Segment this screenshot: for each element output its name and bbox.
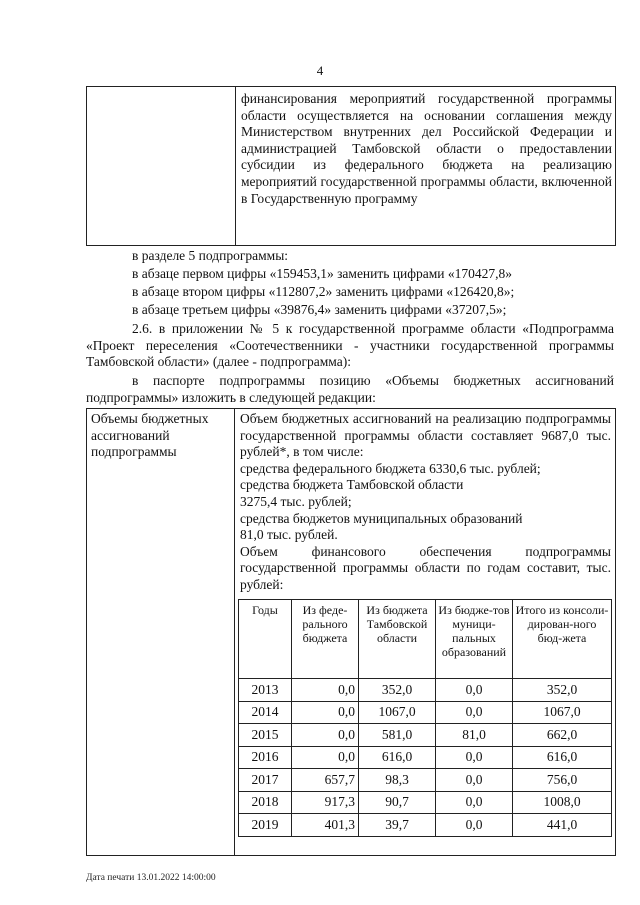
paragraph-section5: в разделе 5 подпрограммы: — [132, 248, 289, 263]
paragraph-passport: в паспорте подпрограммы позицию «Объемы бюджетных ассигнований подпрограммы» изложить в следующей редакции: — [86, 373, 614, 405]
table-row — [239, 724, 612, 747]
passport-federal-line: средства федерального бюджета 6330,6 тыс. рублей; — [240, 460, 541, 476]
cell-tambov: 39,7 — [359, 814, 436, 837]
page-number: 4 — [316, 63, 324, 78]
cell-tambov: 352,0 — [359, 679, 436, 702]
header-years: Годы — [239, 600, 292, 679]
cell-year: 2017 — [239, 769, 292, 792]
continuation-table-left-cell — [87, 87, 236, 245]
paragraph-first-abzac: в абзаце первом цифры «159453,1» заменить цифрами «170427,8» — [132, 266, 513, 281]
cell-total: 352,0 — [513, 679, 612, 702]
cell-total: 616,0 — [513, 746, 612, 769]
cell-federal: 0,0 — [292, 679, 359, 702]
print-date-footer: Дата печати 13.01.2022 14:00:00 — [86, 873, 216, 883]
cell-federal: 0,0 — [292, 746, 359, 769]
cell-municipal: 0,0 — [436, 791, 513, 814]
table-row — [239, 814, 612, 837]
cell-year: 2019 — [239, 814, 292, 837]
cell-federal: 401,3 — [292, 814, 359, 837]
cell-municipal: 0,0 — [436, 701, 513, 724]
cell-municipal: 0,0 — [436, 814, 513, 837]
header-federal: Из феде-ральноrо бюджета — [292, 600, 359, 679]
passport-left-cell: Объемы бюджетных ассигнований подпрограммы — [87, 409, 235, 855]
cell-total: 1067,0 — [513, 701, 612, 724]
cell-tambov: 90,7 — [359, 791, 436, 814]
passport-tambov-line: средства бюджета Тамбовской области — [240, 477, 464, 493]
header-municipal: Из бюдже-тов муници-пальных образований — [436, 600, 513, 679]
cell-tambov: 581,0 — [359, 724, 436, 747]
paragraph-second-abzac: в абзаце втором цифры «112807,2» заменить цифрами «126420,8»; — [132, 284, 515, 299]
cell-federal: 0,0 — [292, 724, 359, 747]
cell-municipal: 0,0 — [436, 679, 513, 702]
cell-total: 756,0 — [513, 769, 612, 792]
cell-municipal: 81,0 — [436, 724, 513, 747]
header-total: Итого из консоли-дирован-ного бюд-жета — [513, 600, 612, 679]
cell-year: 2015 — [239, 724, 292, 747]
cell-total: 441,0 — [513, 814, 612, 837]
cell-municipal: 0,0 — [436, 746, 513, 769]
continuation-table-right-cell: финансирования мероприятий государственной программы области осуществляется на основании соглашения между Министерством внутренних дел Российской Федерации и администрацией Тамбовской области о предоставлении субсидии из федерального бюджета на реализацию мероприятий государственной программы области, включенной в Государственную программу — [241, 91, 612, 206]
header-tambov: Из бюджета Тамбовской области — [359, 600, 436, 679]
cell-total: 662,0 — [513, 724, 612, 747]
cell-year: 2014 — [239, 701, 292, 724]
passport-intro: Объем бюджетных ассигнований на реализацию подпрограммы государственной программы области составляет 9687,0 тыс. рублей*, в том числе: — [240, 411, 611, 460]
cell-year: 2016 — [239, 746, 292, 769]
passport-tambov-amount: 3275,4 тыс. рублей; — [240, 493, 352, 509]
table-row — [239, 679, 612, 702]
table-row — [239, 791, 612, 814]
passport-years-intro: Объем финансового обеспечения подпрограммы государственной программы области по годам составит, тыс. рублей: — [240, 543, 611, 592]
cell-tambov: 616,0 — [359, 746, 436, 769]
passport-municipal-line: средства бюджетов муниципальных образований — [240, 510, 523, 526]
continuation-table — [86, 86, 616, 246]
paragraph-appendix5: 2.6. в приложении № 5 к государственной программе области «Подпрограмма «Проект переселения «Соотечественники - участники государственной программы Тамбовской области» (далее - подпрограмма): — [86, 321, 614, 370]
years-table — [238, 599, 612, 837]
cell-tambov: 1067,0 — [359, 701, 436, 724]
table-row — [239, 701, 612, 724]
cell-federal: 0,0 — [292, 701, 359, 724]
cell-total: 1008,0 — [513, 791, 612, 814]
passport-municipal-amount: 81,0 тыс. рублей. — [240, 527, 338, 543]
table-row — [239, 746, 612, 769]
cell-tambov: 98,3 — [359, 769, 436, 792]
cell-federal: 657,7 — [292, 769, 359, 792]
cell-federal: 917,3 — [292, 791, 359, 814]
paragraph-third-abzac: в абзаце третьем цифры «39876,4» заменить цифрами «37207,5»; — [132, 302, 507, 317]
cell-year: 2013 — [239, 679, 292, 702]
years-table-header-row — [239, 600, 612, 679]
cell-municipal: 0,0 — [436, 769, 513, 792]
cell-year: 2018 — [239, 791, 292, 814]
table-row — [239, 769, 612, 792]
